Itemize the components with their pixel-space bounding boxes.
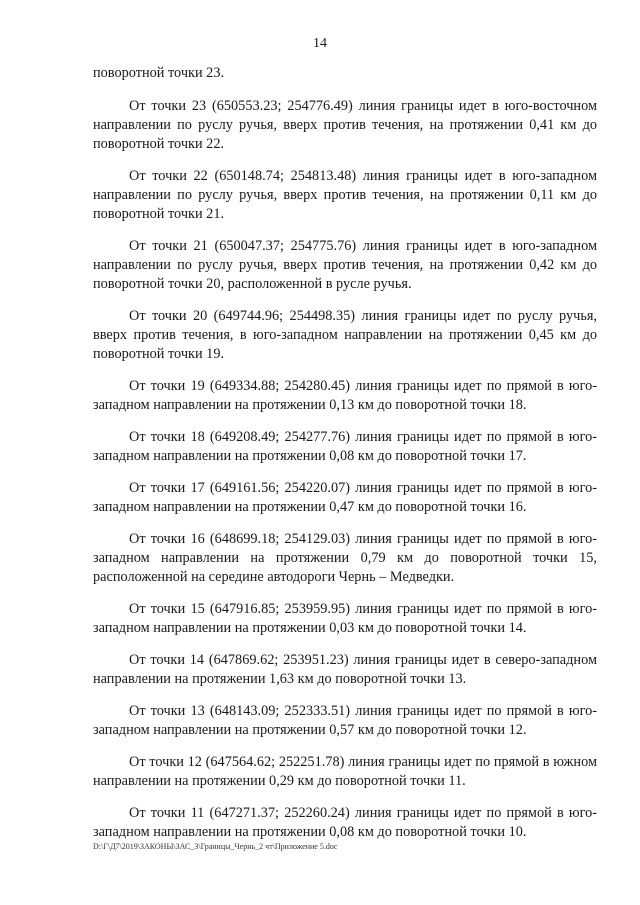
paragraph-point-13: От точки 13 (648143.09; 252333.51) линия границы идет по прямой в юго-западном направлении на протяжении 0,57 км до поворотной точки 12. [93, 703, 597, 738]
paragraph-point-11: От точки 11 (647271.37; 252260.24) линия границы идет по прямой в юго-западном направлении на протяжении 0,08 км до поворотной точки 10. [93, 805, 597, 840]
paragraph-point-12: От точки 12 (647564.62; 252251.78) линия границы идет по прямой в южном направлении на протяжении 0,29 км до поворотной точки 11. [93, 754, 597, 789]
page-number: 14 [313, 36, 327, 51]
paragraph-point-16: От точки 16 (648699.18; 254129.03) линия границы идет по прямой в юго-западном направлении на протяжении 0,79 км до поворотной точки 15, расположенной на середине автодороги Чернь – Медведки. [93, 531, 597, 585]
paragraph-point-18: От точки 18 (649208.49; 254277.76) линия границы идет по прямой в юго-западном направлении на протяжении 0,08 км до поворотной точки 17. [93, 429, 597, 464]
file-path-footer: D:\Г\Д7\2019\ЗАКОНЫ\ЗАС_3\Границы_Чернь_2 чт\Приложение 5.doc [93, 842, 338, 851]
paragraph-point-15: От точки 15 (647916.85; 253959.95) линия границы идет по прямой в юго-западном направлении на протяжении 0,03 км до поворотной точки 14. [93, 601, 597, 636]
paragraph-point-14: От точки 14 (647869.62; 253951.23) линия границы идет в северо-западном направлении на протяжении 1,63 км до поворотной точки 13. [93, 652, 597, 687]
paragraph-point-21: От точки 21 (650047.37; 254775.76) линия границы идет в юго-западном направлении по руслу ручья, вверх против течения, на протяжении 0,42 км до поворотной точки 20, расположенной в русле ручья. [93, 238, 597, 292]
document-body [93, 64, 597, 855]
paragraph-continuation: поворотной точки 23. [93, 65, 225, 81]
paragraph-point-19: От точки 19 (649334.88; 254280.45) линия границы идет по прямой в юго-западном направлении на протяжении 0,13 км до поворотной точки 18. [93, 378, 597, 413]
paragraph-point-17: От точки 17 (649161.56; 254220.07) линия границы идет по прямой в юго-западном направлении на протяжении 0,47 км до поворотной точки 16. [93, 480, 597, 515]
paragraph-point-23: От точки 23 (650553.23; 254776.49) линия границы идет в юго-восточном направлении по руслу ручья, вверх против течения, на протяжении 0,41 км до поворотной точки 22. [93, 98, 597, 152]
paragraph-point-20: От точки 20 (649744.96; 254498.35) линия границы идет по руслу ручья, вверх против течения, в юго-западном направлении на протяжении 0,45 км до поворотной точки 19. [93, 308, 597, 362]
paragraph-point-22: От точки 22 (650148.74; 254813.48) линия границы идет в юго-западном направлении по руслу ручья, вверх против течения, на протяжении 0,11 км до поворотной точки 21. [93, 168, 597, 222]
